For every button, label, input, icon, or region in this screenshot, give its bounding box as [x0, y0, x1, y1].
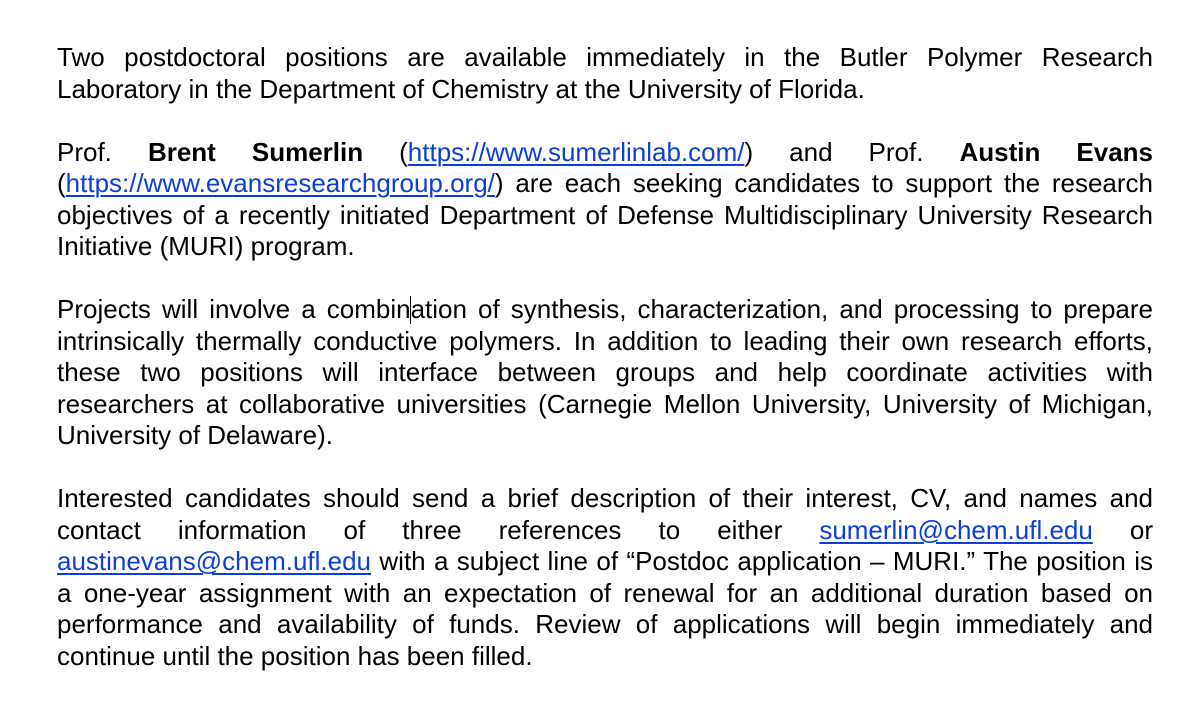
link-evansresearchgroup[interactable]: https://www.evansresearchgroup.org/ — [65, 168, 495, 198]
paragraph-application — [57, 483, 1153, 672]
paragraph-3-text-b: ation of synthesis, characterization, and processing to prepare intrinsically thermally conductive polymers. In addition to leading their own research efforts, these two positions will interface between groups and help coordinate activities with researchers at collaborative universities (Carnegie Mellon University, University of Michigan, University of Delaware). — [57, 294, 1153, 450]
paragraph-4-text-a: Interested candidates should send a brief description of their interest, CV, and names and contact information of three references to either — [57, 483, 1153, 545]
paragraph-2-text-d: ( — [57, 168, 66, 198]
paragraph-2-text-b: ( — [363, 136, 408, 167]
paragraph-1-text: Two postdoctoral positions are available immediately in the Butler Polymer Research Laboratory in the Department of Chemistry at the University of Florida. — [57, 42, 1153, 104]
paragraph-3-text-a: Projects will involve a combin — [57, 294, 411, 324]
email-link-sumerlin[interactable]: sumerlin@chem.ufl.edu — [819, 514, 1093, 545]
paragraph-positions-available — [57, 42, 1153, 105]
name-brent-sumerlin: Brent Sumerlin — [147, 136, 364, 167]
paragraph-4-text-c: with a subject line of “Postdoc application – MURI.” The position is a one-year assignment with an expectation of renewal for an additional duration based on performance and availability of funds. Review of applications will begin immediately and continue until the position has been filled. — [57, 546, 1153, 671]
paragraph-4-text-b: or — [1092, 514, 1153, 545]
link-sumerlinlab[interactable]: https://www.sumerlinlab.com/ — [407, 136, 745, 167]
paragraph-2-text-a: Prof. — [57, 136, 148, 167]
email-link-austinevans[interactable]: austinevans@chem.ufl.edu — [57, 546, 372, 576]
paragraph-2-text-c: ) and Prof. — [744, 136, 960, 167]
paragraph-2-text-e: ) are each seeking candidates to support the research objectives of a recently initiated Department of Defense Multidisciplinary University Research Initiative (MURI) program. — [57, 168, 1153, 261]
document-body — [57, 42, 1153, 672]
paragraph-professors — [57, 137, 1153, 263]
name-austin-evans: Austin Evans — [959, 136, 1153, 167]
paragraph-projects — [57, 294, 1153, 452]
